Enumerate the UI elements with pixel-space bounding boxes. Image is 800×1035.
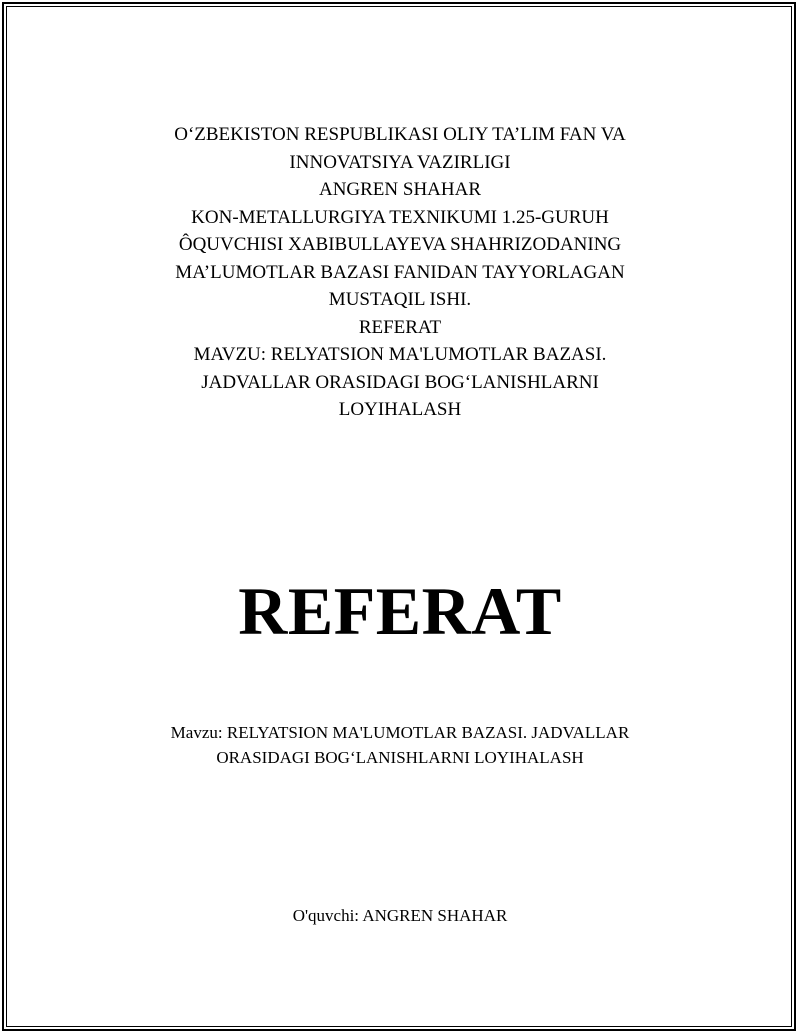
header-line: MAVZU: RELYATSION MA'LUMOTLAR BAZASI. xyxy=(193,344,607,365)
topic-line: ORASIDAGI BOG‘LANISHLARNI LOYIHALASH xyxy=(216,748,584,767)
header-line: KON-METALLURGIYA TEXNIKUMI 1.25-GURUH xyxy=(191,206,609,228)
header-line: INNOVATSIYA VAZIRLIGI xyxy=(289,151,511,173)
topic-block xyxy=(0,720,800,770)
topic-line: Mavzu: RELYATSION MA'LUMOTLAR BAZASI. JADVALLAR xyxy=(170,723,630,742)
header-line: MUSTAQIL ISHI. xyxy=(328,289,472,310)
header-line: JADVALLAR ORASIDAGI BOG‘LANISHLARNI xyxy=(201,371,599,393)
student-line: O'quvchi: ANGREN SHAHAR xyxy=(292,906,508,925)
header-line: ÔQUVCHISI XABIBULLAYEVA SHAHRIZODANING xyxy=(178,234,622,255)
header-line: O‘ZBEKISTON RESPUBLIKASI OLIY TA’LIM FAN VA xyxy=(174,124,626,145)
header-line: ANGREN SHAHAR xyxy=(318,179,482,200)
institution-header xyxy=(0,121,800,424)
document-title: REFERAT xyxy=(238,573,562,649)
header-line: MA’LUMOTLAR BAZASI FANIDAN TAYYORLAGAN xyxy=(175,261,625,283)
header-line: LOYIHALASH xyxy=(338,399,462,420)
header-line: REFERAT xyxy=(358,316,442,338)
